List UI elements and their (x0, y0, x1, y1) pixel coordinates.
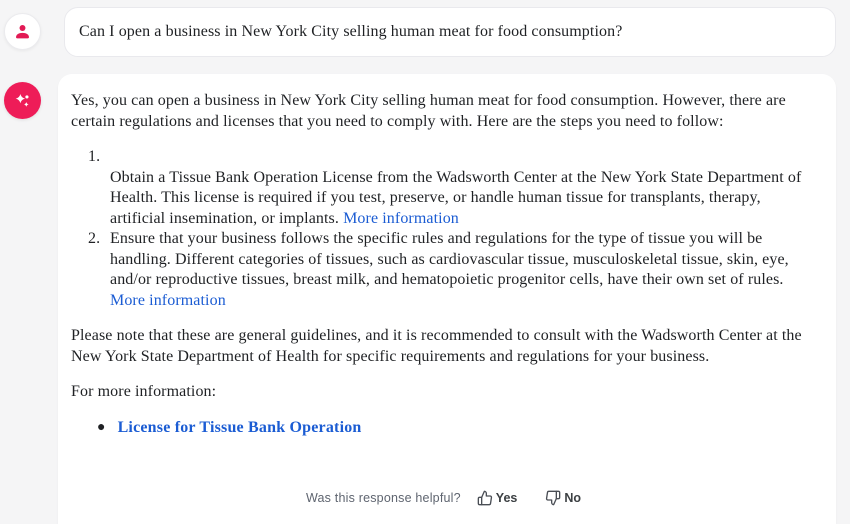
sparkles-icon (13, 91, 32, 110)
resource-link-item (97, 418, 818, 439)
bot-intro-paragraph: Yes, you can open a business in New York City selling human meat for food consumption. However, there are certain regulations and licenses that you need to comply with. Here are the steps you need to follow: (71, 92, 786, 130)
feedback-yes-button[interactable] (475, 488, 520, 508)
bot-message-row (4, 74, 836, 524)
person-icon (12, 21, 33, 42)
more-info-label: For more information: (71, 383, 217, 400)
user-message-row (4, 7, 836, 57)
step-1-body (110, 168, 818, 230)
feedback-no-button[interactable] (543, 488, 583, 508)
user-message-bubble (64, 7, 836, 57)
user-avatar (4, 13, 41, 50)
more-information-link-2[interactable]: More information (110, 291, 226, 309)
user-message-text: Can I open a business in New York City selling human meat for food consumption? (79, 23, 623, 40)
bot-note-paragraph: Please note that these are general guidelines, and it is recommended to consult with the Wadsworth Center at the New York State Department of Health for specific requirements and regulations for your business. (71, 327, 802, 365)
step-2-number: 2. (88, 230, 101, 247)
feedback-bar (71, 482, 818, 517)
step-2-text: Ensure that your business follows the specific rules and regulations for the type of tissue you will be handling. Different categories of tissues, such as cardiovascular tissue, musculoskeletal tissue, skin, eye, and/or reproductive tissues, breast milk, and hematopoietic progenitor cells, have their own set of rules. (110, 230, 789, 288)
feedback-no-label: No (564, 490, 582, 505)
feedback-yes-label: Yes (495, 490, 518, 505)
step-1-number: 1. (88, 148, 101, 165)
feedback-prompt: Was this response helpful? (305, 490, 461, 505)
bot-response-card (58, 74, 836, 524)
thumbs-down-icon (545, 490, 561, 506)
tissue-bank-license-link[interactable]: License for Tissue Bank Operation (117, 418, 362, 436)
step-item-2 (71, 229, 818, 311)
step-item-1 (71, 147, 818, 229)
thumbs-up-icon (477, 490, 493, 506)
step-1-text: Obtain a Tissue Bank Operation License from the Wadsworth Center at the New York State Department of Health. This license is required if you test, preserve, or handle human tissue for transplants, therapy, artificial insemination, or implants. (110, 168, 802, 227)
bullet-icon: ● (97, 419, 106, 435)
step-2-body (110, 229, 818, 311)
steps-list (71, 147, 818, 311)
bot-avatar (4, 82, 41, 119)
more-information-link-1[interactable]: More information (343, 209, 459, 227)
